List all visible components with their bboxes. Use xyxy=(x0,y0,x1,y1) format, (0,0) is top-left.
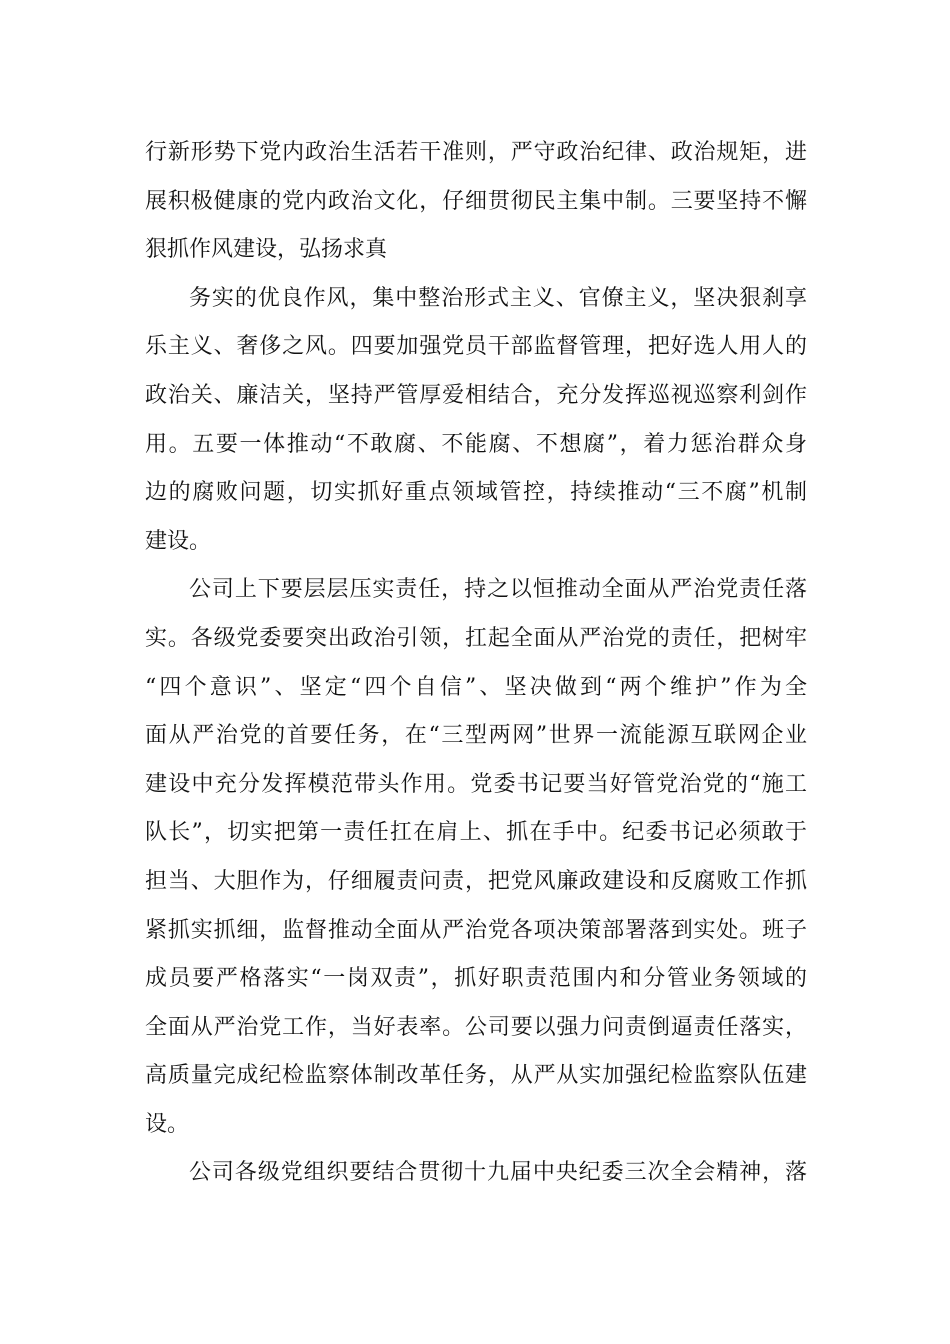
text-line: “四个意识”、坚定“四个自信”、坚决做到“两个维护”作为全 xyxy=(145,674,807,700)
text-line: 乐主义、奢侈之风。四要加强党员干部监督管理，把好选人用人的 xyxy=(145,334,807,360)
text-line: 务实的优良作风，集中整治形式主义、官僚主义，坚决狠刹享 xyxy=(189,285,807,311)
text-line: 狠抓作风建设，弘扬求真 xyxy=(145,237,388,263)
text-line: 成员要严格落实“一岗双责”，抓好职责范围内和分管业务领域的 xyxy=(145,966,807,992)
text-line: 紧抓实抓细，监督推动全面从严治党各项决策部署落到实处。班子 xyxy=(145,917,807,943)
paragraph xyxy=(145,1149,807,1198)
text-line: 公司上下要层层压实责任，持之以恒推动全面从严治党责任落 xyxy=(189,577,807,603)
text-line: 行新形势下党内政治生活若干准则，严守政治纪律、政治规矩，进 xyxy=(145,140,807,165)
paragraph xyxy=(145,566,807,1149)
text-line: 担当、大胆作为，仔细履责问责，把党风廉政建设和反腐败工作抓 xyxy=(145,868,807,894)
text-line: 队长”，切实把第一责任扛在肩上、抓在手中。纪委书记必须敢于 xyxy=(145,820,807,846)
text-line: 高质量完成纪检监察体制改革任务，从严从实加强纪检监察队伍建 xyxy=(145,1063,807,1089)
text-line: 全面从严治党工作，当好表率。公司要以强力问责倒逼责任落实， xyxy=(145,1014,807,1040)
text-line: 设。 xyxy=(145,1111,190,1137)
text-line: 用。五要一体推动“不敢腐、不能腐、不想腐”，着力惩治群众身 xyxy=(145,431,807,457)
paragraph xyxy=(145,129,807,275)
text-line: 边的腐败问题，切实抓好重点领域管控，持续推动“三不腐”机制 xyxy=(145,480,807,506)
text-line: 公司各级党组织要结合贯彻十九届中央纪委三次全会精神，落 xyxy=(189,1160,807,1186)
text-line: 政治关、廉洁关，坚持严管厚爱相结合，充分发挥巡视巡察利剑作 xyxy=(145,382,807,408)
text-line: 建设。 xyxy=(145,528,212,554)
text-line: 建设中充分发挥模范带头作用。党委书记要当好管党治党的“施工 xyxy=(145,771,807,797)
body-text xyxy=(145,129,807,1198)
text-line: 展积极健康的党内政治文化，仔细贯彻民主集中制。三要坚持不懈 xyxy=(145,188,807,214)
paragraph xyxy=(145,275,807,567)
text-line: 面从严治党的首要任务，在“三型两网”世界一流能源互联网企业 xyxy=(145,723,807,749)
text-line: 实。各级党委要突出政治引领，扛起全面从严治党的责任，把树牢 xyxy=(145,625,807,651)
